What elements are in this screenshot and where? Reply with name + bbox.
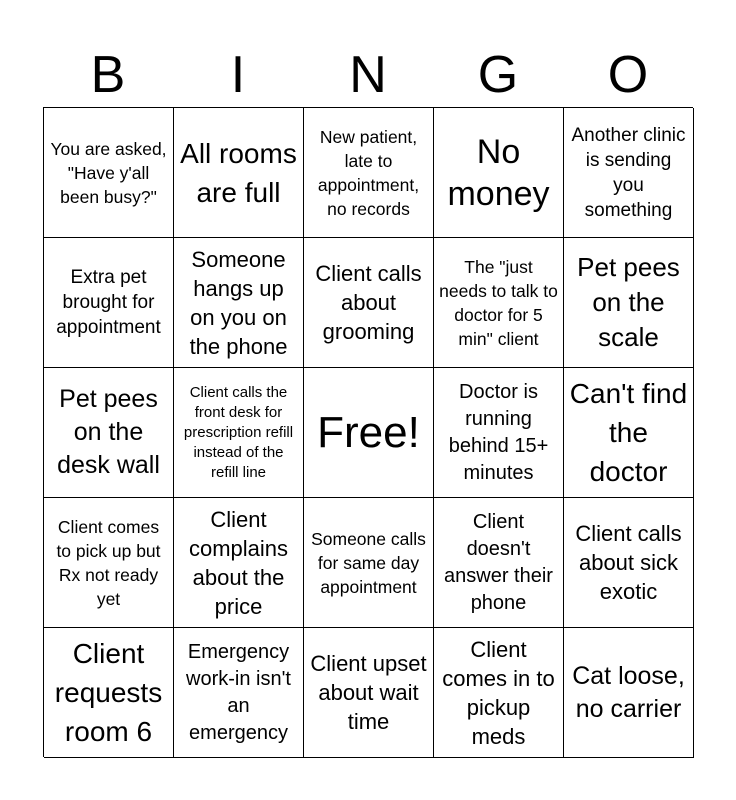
bingo-cell-r5-c4[interactable]: [434, 628, 564, 758]
bingo-cell-text: Free!: [317, 407, 420, 457]
bingo-cell-r3-c4[interactable]: [434, 368, 564, 498]
header-letter-g: G: [477, 46, 519, 104]
bingo-cell-text: Client requests room 6: [54, 638, 163, 747]
bingo-cell-text: Cat loose, no carrier: [572, 661, 685, 723]
bingo-cell-text: Client upset about wait time: [310, 651, 427, 734]
bingo-cell-r2-c1[interactable]: [44, 238, 174, 368]
bingo-cell-text: Pet pees on the desk wall: [57, 385, 160, 479]
bingo-card-grid: [43, 107, 693, 757]
bingo-cell-r1-c1[interactable]: [44, 108, 174, 238]
bingo-cell-text: Doctor is running behind 15+ minutes: [448, 380, 549, 484]
bingo-cell-text: Someone calls for same day appointment: [311, 528, 426, 597]
bingo-cell-text: Client comes in to pickup meds: [442, 636, 555, 749]
bingo-cell-text: The "just needs to talk to doctor for 5 min" client: [439, 256, 558, 349]
header-letter-b: B: [90, 46, 126, 104]
bingo-cell-text: Someone hangs up on you on the phone: [189, 246, 288, 359]
bingo-cell-free[interactable]: [304, 368, 434, 498]
bingo-cell-r1-c4[interactable]: [434, 108, 564, 238]
bingo-cell-text: Extra pet brought for appointment: [56, 267, 161, 338]
bingo-cell-r3-c2[interactable]: [174, 368, 304, 498]
header-letter-i: I: [230, 46, 246, 104]
bingo-cell-r4-c4[interactable]: [434, 498, 564, 628]
bingo-cell-r2-c4[interactable]: [434, 238, 564, 368]
bingo-cell-text: Another clinic is sending you something: [571, 124, 686, 221]
bingo-cell-text: Client doesn't answer their phone: [444, 510, 553, 614]
bingo-cell-r4-c5[interactable]: [564, 498, 694, 628]
bingo-cell-r2-c3[interactable]: [304, 238, 434, 368]
header-letter-n: N: [349, 46, 387, 104]
bingo-cell-r1-c2[interactable]: [174, 108, 304, 238]
bingo-cell-r5-c5[interactable]: [564, 628, 694, 758]
bingo-cell-text: All rooms are full: [180, 137, 297, 208]
bingo-cell-r2-c5[interactable]: [564, 238, 694, 368]
bingo-cell-r1-c5[interactable]: [564, 108, 694, 238]
bingo-cell-text: Emergency work-in isn't an emergency: [186, 640, 291, 744]
header-letter-o: O: [607, 46, 649, 104]
bingo-cell-text: Client calls about sick exotic: [575, 521, 682, 604]
bingo-cell-text: Can't find the doctor: [569, 378, 688, 487]
bingo-cell-text: Client calls about grooming: [315, 261, 422, 344]
bingo-cell-r5-c1[interactable]: [44, 628, 174, 758]
bingo-cell-r1-c3[interactable]: [304, 108, 434, 238]
bingo-cell-r5-c3[interactable]: [304, 628, 434, 758]
bingo-cell-text: You are asked, "Have y'all been busy?": [50, 138, 167, 207]
bingo-cell-r4-c1[interactable]: [44, 498, 174, 628]
bingo-cell-text: Pet pees on the scale: [577, 252, 680, 352]
bingo-cell-text: Client calls the front desk for prescription refill instead of the refill line: [183, 383, 294, 481]
bingo-cell-text: Client complains about the price: [188, 506, 289, 619]
bingo-header: [43, 44, 693, 106]
bingo-cell-r2-c2[interactable]: [174, 238, 304, 368]
bingo-cell-text: Client comes to pick up but Rx not ready yet: [56, 516, 161, 609]
bingo-cell-r5-c2[interactable]: [174, 628, 304, 758]
bingo-cell-r3-c1[interactable]: [44, 368, 174, 498]
bingo-cell-r4-c2[interactable]: [174, 498, 304, 628]
bingo-cell-r4-c3[interactable]: [304, 498, 434, 628]
bingo-cell-text: New patient, late to appointment, no records: [317, 126, 420, 219]
bingo-cell-text: No money: [447, 132, 550, 213]
bingo-cell-r3-c5[interactable]: [564, 368, 694, 498]
